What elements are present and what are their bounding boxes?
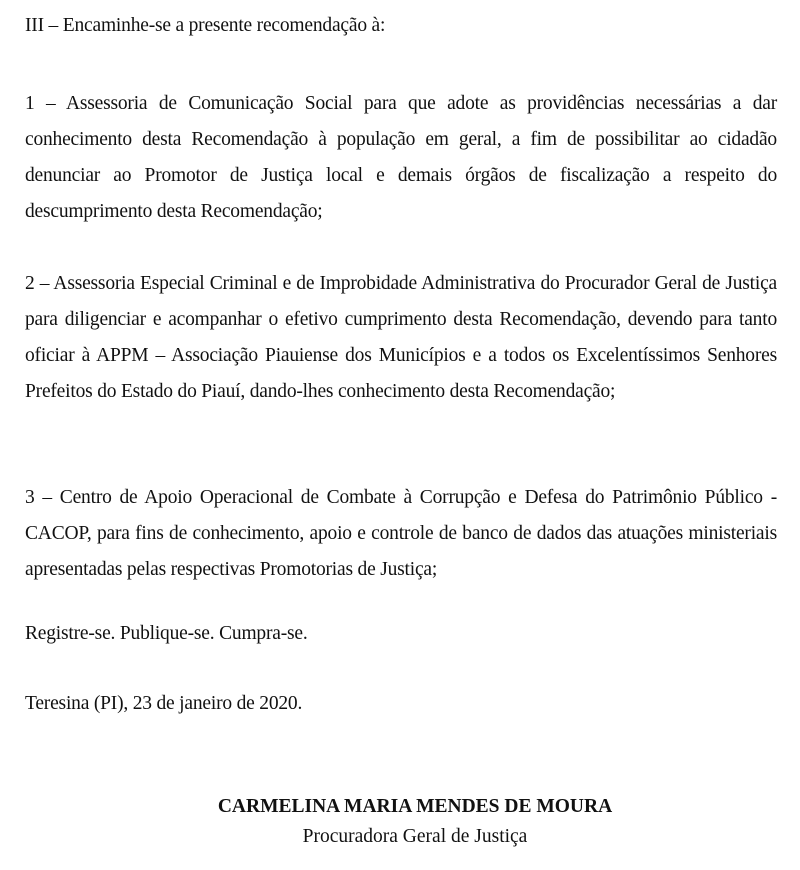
date-line: Teresina (PI), 23 de janeiro de 2020. <box>25 693 303 714</box>
recommendation-item-2: 2 – Assessoria Especial Criminal e de Improbidade Administrativa do Procurador Geral de Justiça para diligenciar e acompanhar o efetivo cumprimento desta Recomendação, devendo para tanto oficiar à APPM – Associação Piauiense dos Municípios e a todos os Excelentíssimos Senhores Prefeitos do Estado do Piauí, dando-lhes conhecimento desta Recomendação; <box>25 273 777 402</box>
signatory-title: Procuradora Geral de Justiça <box>302 826 528 847</box>
closing-statement: Registre-se. Publique-se. Cumpra-se. <box>25 623 308 644</box>
signature-block <box>0 792 800 852</box>
signatory-name: CARMELINA MARIA MENDES DE MOURA <box>217 796 613 817</box>
section-heading: III – Encaminhe-se a presente recomendação à: <box>25 15 386 36</box>
recommendation-item-1: 1 – Assessoria de Comunicação Social para que adote as providências necessárias a dar conhecimento desta Recomendação à população em geral, a fim de possibilitar ao cidadão denunciar ao Promotor de Justiça local e demais órgãos de fiscalização a respeito do descumprimento desta Recomendação; <box>25 93 777 222</box>
recommendation-item-3: 3 – Centro de Apoio Operacional de Combate à Corrupção e Defesa do Patrimônio Público - CACOP, para fins de conhecimento, apoio e controle de banco de dados das atuações ministeriais apresentadas pelas respectivas Promotorias de Justiça; <box>25 487 777 580</box>
